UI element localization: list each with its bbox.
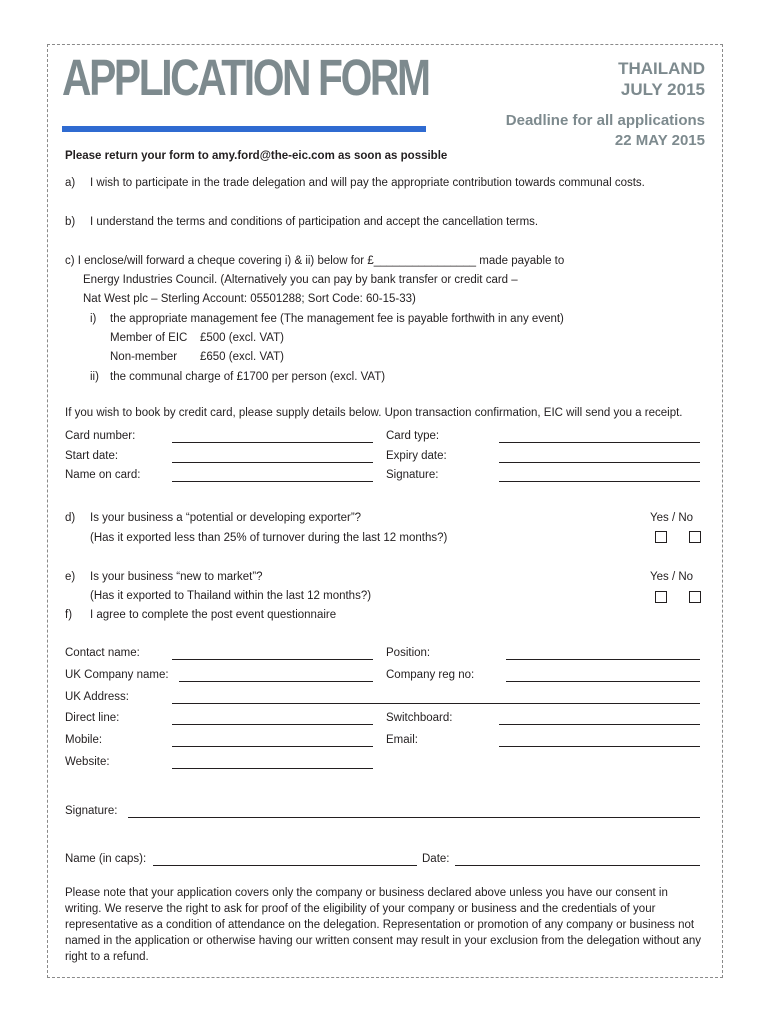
name-on-card-label: Name on card:: [65, 469, 141, 481]
item-b-text: I understand the terms and conditions of participation and accept the cancellation terms.: [90, 216, 539, 228]
legal-notice: Please note that your application covers only the company or business declared above unless you have our consent in writing. We reserve the right to ask for proof of the eligibility of your company or business and the credentials of your representative as a condition of attendance on the delegation. Representation or promotion of any company or business not named in the application or otherwise having our written consent may result in your exclusion from the delegation without any right to a refund.: [65, 887, 702, 963]
item-e-sub: (Has it exported to Thailand within the last 12 months?): [90, 590, 372, 602]
nonmember-fee: £650 (excl. VAT): [200, 351, 284, 363]
mobile-field[interactable]: [172, 746, 373, 747]
event-date: JULY 2015: [620, 80, 705, 99]
expiry-date-field[interactable]: [499, 462, 700, 463]
d-no-checkbox[interactable]: [689, 531, 701, 543]
website-label: Website:: [65, 756, 110, 768]
uk-address-label: UK Address:: [65, 691, 129, 703]
signature-field[interactable]: [128, 817, 700, 818]
switchboard-field[interactable]: [499, 724, 700, 725]
name-caps-field[interactable]: [153, 865, 417, 866]
uk-company-name-field[interactable]: [179, 681, 373, 682]
d-yes-no-label: Yes / No: [650, 512, 694, 524]
direct-line-label: Direct line:: [65, 712, 120, 724]
credit-card-intro: If you wish to book by credit card, please supply details below. Upon transaction confirmation, EIC will send you a receipt.: [65, 407, 683, 419]
deadline-label: Deadline for all applications: [505, 112, 705, 129]
card-type-label: Card type:: [386, 430, 440, 442]
card-number-label: Card number:: [65, 430, 136, 442]
return-note: Please return your form to amy.ford@the-eic.com as soon as possible: [65, 150, 448, 162]
date-label: Date:: [422, 853, 450, 865]
member-label: Member of EIC: [110, 332, 188, 344]
item-a-text: I wish to participate in the trade delegation and will pay the appropriate contribution towards communal costs.: [90, 177, 645, 189]
card-type-field[interactable]: [499, 442, 700, 443]
item-c-i-num: i): [90, 313, 97, 325]
name-on-card-field[interactable]: [172, 481, 373, 482]
item-d-text: Is your business a “potential or developing exporter”?: [90, 512, 362, 524]
deadline-date: 22 MAY 2015: [614, 132, 705, 149]
position-field[interactable]: [506, 659, 700, 660]
item-c-line1: c) I enclose/will forward a cheque covering i) & ii) below for £________________ made payable to: [65, 255, 565, 267]
item-b-letter: b): [65, 216, 76, 228]
switchboard-label: Switchboard:: [386, 712, 453, 724]
e-no-checkbox[interactable]: [689, 591, 701, 603]
item-f-text: I agree to complete the post event questionnaire: [90, 609, 337, 621]
direct-line-field[interactable]: [172, 724, 373, 725]
nonmember-label: Non-member: [110, 351, 178, 363]
mobile-label: Mobile:: [65, 734, 103, 746]
name-caps-label: Name (in caps):: [65, 853, 147, 865]
website-field[interactable]: [172, 768, 373, 769]
company-reg-label: Company reg no:: [386, 669, 475, 681]
card-signature-field[interactable]: [499, 481, 700, 482]
item-c-ii-num: ii): [90, 371, 99, 383]
item-a-letter: a): [65, 177, 76, 189]
uk-address-field[interactable]: [172, 703, 700, 704]
start-date-label: Start date:: [65, 450, 119, 462]
position-label: Position:: [386, 647, 431, 659]
item-d-sub: (Has it exported less than 25% of turnover during the last 12 months?): [90, 532, 448, 544]
expiry-date-label: Expiry date:: [386, 450, 447, 462]
date-field[interactable]: [455, 865, 700, 866]
member-fee: £500 (excl. VAT): [200, 332, 284, 344]
item-d-letter: d): [65, 512, 76, 524]
company-reg-field[interactable]: [506, 681, 700, 682]
title-underline: [62, 126, 426, 132]
item-f-letter: f): [65, 609, 73, 621]
item-c-line2: Energy Industries Council. (Alternatively you can pay by bank transfer or credit card –: [83, 274, 518, 286]
card-signature-label: Signature:: [386, 469, 439, 481]
item-e-letter: e): [65, 571, 76, 583]
event-country: THAILAND: [618, 59, 705, 78]
form-title: APPLICATION FORM: [62, 49, 429, 106]
uk-company-name-label: UK Company name:: [65, 669, 169, 681]
e-yes-no-label: Yes / No: [650, 571, 694, 583]
item-c-line3: Nat West plc – Sterling Account: 05501288; Sort Code: 60-15-33): [83, 293, 416, 305]
item-c-i-text: the appropriate management fee (The management fee is payable forthwith in any event): [110, 313, 564, 325]
signature-label: Signature:: [65, 805, 118, 817]
card-number-field[interactable]: [172, 442, 373, 443]
email-label: Email:: [386, 734, 418, 746]
contact-name-label: Contact name:: [65, 647, 140, 659]
d-yes-checkbox[interactable]: [655, 531, 667, 543]
item-c-ii-text: the communal charge of £1700 per person (excl. VAT): [110, 371, 386, 383]
e-yes-checkbox[interactable]: [655, 591, 667, 603]
item-e-text: Is your business “new to market”?: [90, 571, 263, 583]
start-date-field[interactable]: [172, 462, 373, 463]
email-field[interactable]: [499, 746, 700, 747]
contact-name-field[interactable]: [172, 659, 373, 660]
